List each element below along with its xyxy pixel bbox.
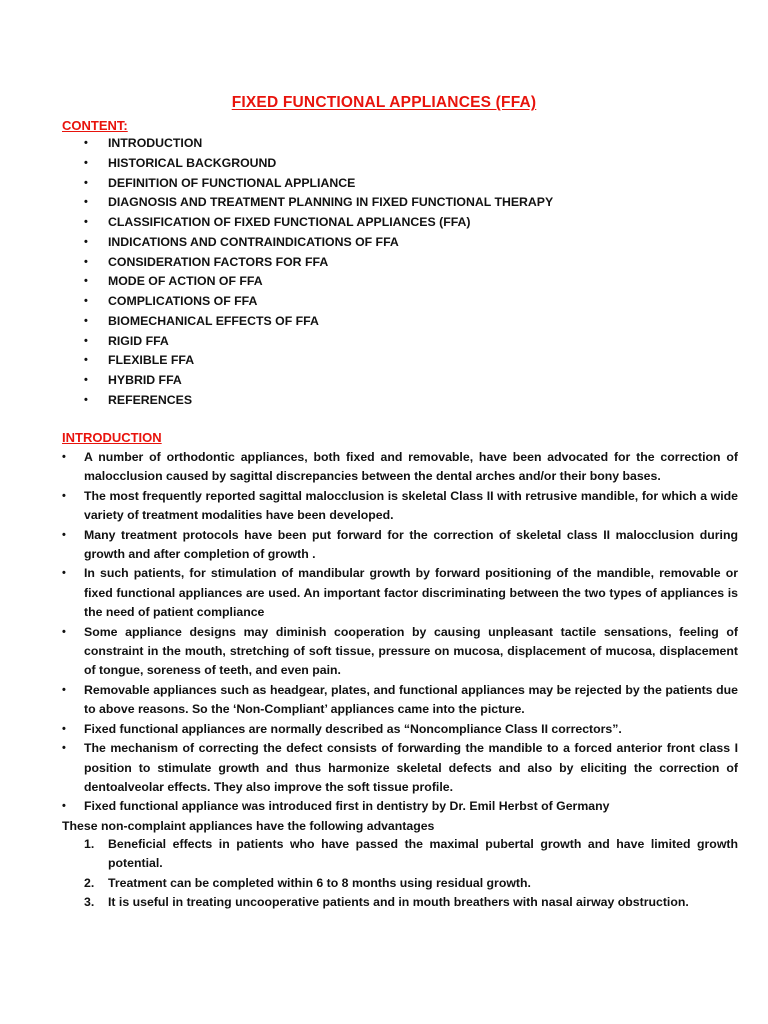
toc-item-label: CLASSIFICATION OF FIXED FUNCTIONAL APPLIANCES (FFA) bbox=[108, 215, 471, 229]
bullet-icon: • bbox=[84, 176, 88, 189]
list-item bbox=[62, 797, 738, 816]
list-number: 1. bbox=[84, 837, 95, 851]
list-item bbox=[84, 835, 738, 874]
bullet-icon: • bbox=[84, 334, 88, 347]
list-item bbox=[84, 874, 738, 893]
toc-item bbox=[0, 351, 768, 371]
list-item bbox=[62, 564, 738, 622]
list-number: 2. bbox=[84, 875, 95, 890]
list-item-text: Fixed functional appliance was introduced first in dentistry by Dr. Emil Herbst of Germany bbox=[84, 799, 610, 814]
list-item bbox=[62, 448, 738, 487]
content-heading: CONTENT: bbox=[62, 118, 128, 133]
toc-item bbox=[0, 253, 768, 273]
list-number: 3. bbox=[84, 895, 95, 910]
toc-item-label: MODE OF ACTION OF FFA bbox=[108, 274, 263, 289]
bullet-icon: • bbox=[62, 683, 66, 696]
toc-item bbox=[0, 292, 768, 312]
list-item-text: Fixed functional appliances are normally described as “Noncompliance Class II correctors”. bbox=[84, 721, 622, 736]
list-item bbox=[62, 720, 738, 739]
table-of-contents bbox=[0, 134, 768, 411]
toc-item-label: DEFINITION OF FUNCTIONAL APPLIANCE bbox=[108, 175, 356, 190]
toc-item bbox=[0, 272, 768, 292]
toc-item bbox=[0, 391, 768, 411]
toc-item bbox=[0, 213, 768, 233]
list-item-text: A number of orthodontic appliances, both fixed and removable, have been advocated for the correction of malocclusion caused by sagittal discrepancies between the dental arches and/or their bony bases. bbox=[84, 450, 738, 484]
bullet-icon: • bbox=[62, 742, 66, 755]
list-item-text: The mechanism of correcting the defect consists of forwarding the mandible to a forced anterior front class I position to stimulate growth and thus harmonize skeletal defects and also by eliciting the correction of dentoalveolar effects. They also improve the soft tissue profile. bbox=[84, 741, 738, 794]
toc-item-label: CONSIDERATION FACTORS FOR FFA bbox=[108, 254, 329, 269]
toc-item-label: RIGID FFA bbox=[108, 333, 169, 348]
toc-item bbox=[0, 312, 768, 332]
advantages-intro: These non-complaint appliances have the following advantages bbox=[62, 819, 435, 833]
bullet-icon: • bbox=[62, 800, 66, 813]
bullet-icon: • bbox=[84, 393, 88, 406]
bullet-icon: • bbox=[62, 451, 66, 463]
bullet-icon: • bbox=[84, 196, 88, 209]
list-item bbox=[62, 623, 738, 681]
toc-item bbox=[0, 233, 768, 253]
bullet-icon: • bbox=[84, 235, 88, 248]
toc-item-label: REFERENCES bbox=[108, 392, 193, 407]
toc-item bbox=[0, 371, 768, 391]
advantages-list bbox=[84, 835, 738, 913]
list-item bbox=[62, 739, 738, 797]
toc-item bbox=[0, 193, 768, 213]
bullet-icon: • bbox=[84, 314, 88, 327]
list-item bbox=[62, 526, 738, 565]
list-item bbox=[62, 487, 738, 526]
introduction-bullets bbox=[62, 448, 738, 817]
list-item-text: Some appliance designs may diminish cooperation by causing unpleasant tactile sensations, feeling of constraint in the mouth, stretching of soft tissue, pressure on mucosa, displacement of mucosa, displacement of tongue, soreness of teeth, and even pain. bbox=[84, 624, 738, 678]
document-title: FIXED FUNCTIONAL APPLIANCES (FFA) bbox=[231, 94, 537, 111]
list-item-text: It is useful in treating uncooperative patients and in mouth breathers with nasal airway obstruction. bbox=[108, 895, 689, 910]
toc-item-label: INTRODUCTION bbox=[108, 136, 203, 150]
bullet-icon: • bbox=[84, 137, 88, 149]
list-item bbox=[62, 681, 738, 720]
list-item-text: The most frequently reported sagittal malocclusion is skeletal Class II with retrusive mandible, for which a wide variety of treatment modalities have been developed. bbox=[84, 488, 738, 523]
list-item-text: Many treatment protocols have been put forward for the correction of skeletal class II malocclusion during growth and after completion of growth . bbox=[84, 527, 738, 562]
list-item bbox=[84, 893, 738, 912]
list-item-text: In such patients, for stimulation of mandibular growth by forward positioning of the mandible, removable or fixed functional appliances are used. An important factor discriminating between the two types of appliances is the need of patient compliance bbox=[84, 566, 738, 620]
list-item-text: Treatment can be completed within 6 to 8 months using residual growth. bbox=[108, 875, 531, 890]
list-item-text: Beneficial effects in patients who have passed the maximal pubertal growth and have limited growth potential. bbox=[108, 837, 738, 871]
toc-item-label: COMPLICATIONS OF FFA bbox=[108, 294, 258, 308]
bullet-icon: • bbox=[62, 722, 66, 735]
bullet-icon: • bbox=[62, 625, 66, 638]
bullet-icon: • bbox=[84, 374, 88, 386]
toc-item-label: HYBRID FFA bbox=[108, 373, 182, 387]
bullet-icon: • bbox=[84, 156, 88, 169]
toc-item-label: DIAGNOSIS AND TREATMENT PLANNING IN FIXED FUNCTIONAL THERAPY bbox=[108, 195, 554, 210]
toc-item-label: HISTORICAL BACKGROUND bbox=[108, 155, 277, 170]
toc-item bbox=[0, 154, 768, 174]
bullet-icon: • bbox=[62, 528, 66, 541]
introduction-heading: INTRODUCTION bbox=[62, 430, 162, 445]
bullet-icon: • bbox=[84, 216, 88, 228]
toc-item bbox=[0, 332, 768, 352]
toc-item-label: BIOMECHANICAL EFFECTS OF FFA bbox=[108, 313, 319, 328]
bullet-icon: • bbox=[84, 255, 88, 268]
bullet-icon: • bbox=[84, 295, 88, 307]
bullet-icon: • bbox=[62, 567, 66, 580]
bullet-icon: • bbox=[84, 275, 88, 288]
toc-item-label: INDICATIONS AND CONTRAINDICATIONS OF FFA bbox=[108, 234, 399, 249]
toc-item-label: FLEXIBLE FFA bbox=[108, 353, 195, 368]
bullet-icon: • bbox=[62, 489, 66, 502]
toc-item bbox=[0, 174, 768, 194]
bullet-icon: • bbox=[84, 354, 88, 367]
list-item-text: Removable appliances such as headgear, plates, and functional appliances may be rejected by the patients due to above reasons. So the ‘Non-Compliant’ appliances came into the picture. bbox=[84, 682, 738, 717]
toc-item bbox=[0, 134, 768, 154]
